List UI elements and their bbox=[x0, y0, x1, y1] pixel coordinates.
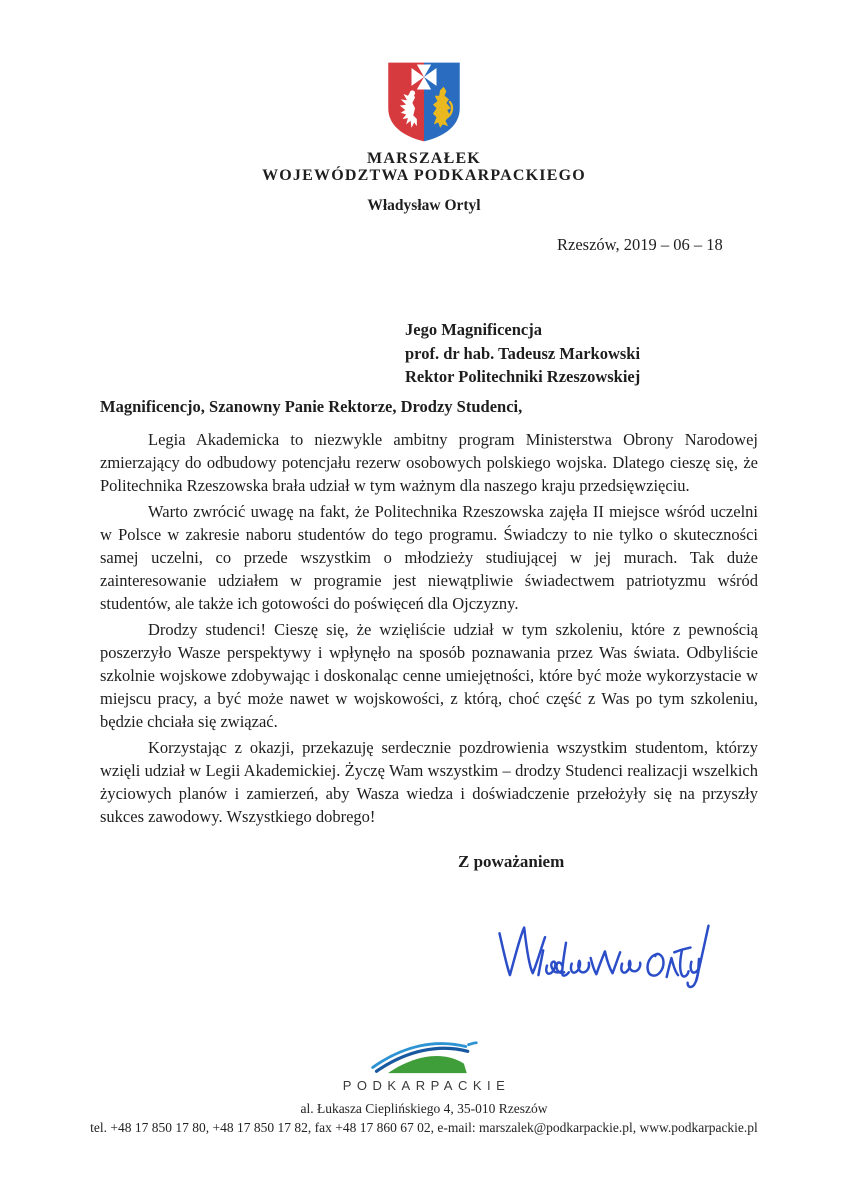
letterhead-title-line1: MARSZAŁEK bbox=[367, 150, 481, 167]
paragraph-3: Drodzy studenci! Cieszę się, że wzięliście udział w tym szkoleniu, które z pewnością poszerzyło Wasze perspektywy i wpłynęło na sposób poznawania przez Was świata. Odbyliście szkolnie wojskowe zdobywając i doskonaląc cenne umiejętności, które być może wykorzystacie w miejscu pracy, a być może nawet w wojskowości, z którą, choć część z Was po tym szkoleniu, będzie chciała się związać. bbox=[100, 620, 758, 731]
salutation: Magnificencjo, Szanowny Panie Rektorze, Drodzy Studenci, bbox=[100, 397, 523, 416]
handwritten-signature bbox=[490, 915, 718, 1006]
footer-address-block bbox=[0, 1100, 848, 1137]
podkarpackie-logo-text: PODKARPACKIE bbox=[342, 1078, 511, 1093]
paragraph-4: Korzystając z okazji, przekazuję serdecznie pozdrowienia wszystkim studentom, którzy wzięli udział w Legii Akademickiej. Życzę Wam wszystkim – drodzy Studenci realizacji wszelkich życiowych planów i zamierzeń, aby Wasza wiedza i doświadczenie przełożyły się na przyszły sukces zawodowy. Wszystkiego dobrego! bbox=[100, 738, 758, 826]
footer-street-address: al. Łukasza Cieplińskiego 4, 35-010 Rzeszów bbox=[300, 1101, 548, 1116]
podkarpackie-logo bbox=[0, 1038, 848, 1093]
addressee-block bbox=[405, 318, 640, 389]
letterhead-sender-name: Władysław Ortyl bbox=[367, 197, 481, 214]
letter-body bbox=[100, 395, 758, 831]
paragraph-1: Legia Akademicka to niezwykle ambitny program Ministerstwa Obrony Narodowej zmierzający do odbudowy potencjału rezerw osobowych polskiego wojska. Dlatego cieszę się, że Politechnika Rzeszowska brała udział w tym ważnym dla naszego kraju przedsięwzięciu. bbox=[100, 430, 758, 495]
addressee-line-2: prof. dr hab. Tadeusz Markowski bbox=[405, 343, 641, 363]
addressee-line-1: Jego Magnificencja bbox=[405, 320, 543, 339]
paragraph-2: Warto zwrócić uwagę na fakt, że Politechnika Rzeszowska zajęła II miejsce wśród uczelni w Polsce w zakresie naboru studentów do tego programu. Świadczy to nie tylko o skuteczności samej uczelni, co przede wszystkim o młodzieży studiującej w jej murach. Tak duże zainteresowanie udziałem w programie jest niewątpliwie świadectwem patriotyzmu wśród studentów, ale także ich gotowości do poświęceń dla Ojczyzny. bbox=[100, 502, 758, 613]
signature-icon bbox=[490, 915, 718, 1001]
dateline: Rzeszów, 2019 – 06 – 18 bbox=[557, 235, 723, 254]
footer-contact-line: tel. +48 17 850 17 80, +48 17 850 17 82, fax +48 17 860 67 02, e-mail: marszalek@podkarpackie.pl, www.podkarpackie.pl bbox=[90, 1119, 758, 1135]
letterhead bbox=[0, 60, 848, 215]
closing-phrase: Z poważaniem bbox=[458, 852, 565, 871]
addressee-line-3: Rektor Politechniki Rzeszowskiej bbox=[405, 367, 641, 386]
podkarpackie-swoosh-icon bbox=[365, 1038, 483, 1076]
podkarpackie-coat-of-arms-icon bbox=[384, 60, 464, 144]
letterhead-title-line2: WOJEWÓDZTWA PODKARPACKIEGO bbox=[262, 167, 586, 184]
